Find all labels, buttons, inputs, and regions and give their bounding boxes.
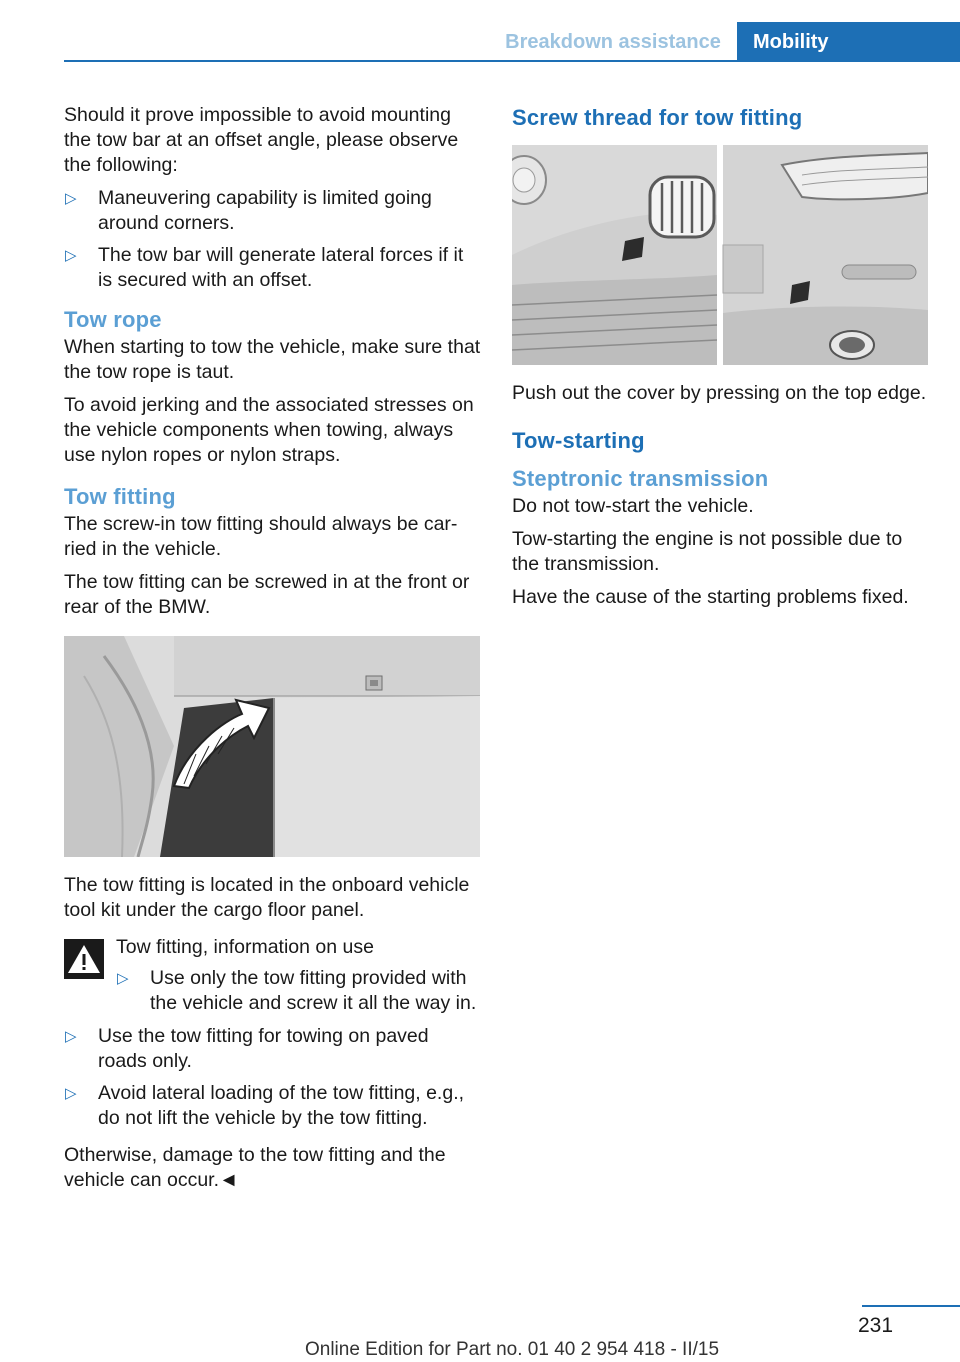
bumper-illustration (512, 145, 928, 365)
screw-thread-caption: Push out the cover by pressing on the top edge. (512, 382, 927, 404)
tow-fitting-paragraph: The screw-in tow fitting should always be carried in the vehicle. (64, 513, 458, 560)
offset-intro: Should it prove impossible to avoid mounting the tow bar at an offset angle, please observe the following: (64, 104, 459, 176)
list-item: ▷ The tow bar will generate lateral forces if it is secured with an offset. (65, 244, 464, 291)
warning-title: Tow fitting, information on use (116, 936, 374, 958)
triangle-right-icon: ▷ (65, 247, 77, 264)
tow-fitting-caption: The tow fitting is located in the onboard vehicle tool kit under the cargo floor panel. (64, 874, 470, 921)
list-item: ▷ Use only the tow fitting provided with the vehicle and screw it all the way in. (117, 967, 477, 1014)
list-item: ▷ Use the tow fitting for towing on paved roads only. (65, 1025, 429, 1072)
warning-bullet-list (116, 966, 482, 1016)
list-item: ▷ Avoid lateral loading of the tow fitting, e.g., do not lift the vehicle by the tow fitting. (65, 1082, 465, 1129)
screw-thread-heading: Screw thread for tow fitting (512, 105, 803, 130)
tow-fitting-paragraph: The tow fitting can be screwed in at the front or rear of the BMW. (64, 571, 470, 618)
right-column (512, 103, 930, 618)
offset-bullet-list (64, 186, 482, 293)
cargo-floor-illustration (64, 636, 480, 857)
tow-starting-paragraph: Tow-starting the engine is not possible due to the transmission. (512, 528, 903, 575)
usage-bullet-list (64, 1024, 482, 1131)
triangle-right-icon: ▷ (117, 970, 129, 987)
page-number: 231 (858, 1314, 894, 1337)
tow-rope-paragraph: To avoid jerking and the associated stresses on the vehicle components when towing, always use nylon ropes or nylon straps. (64, 394, 474, 466)
tow-starting-paragraph: Do not tow-start the vehicle. (512, 495, 754, 517)
left-column (64, 103, 482, 1201)
tow-starting-paragraph: Have the cause of the starting problems fixed. (512, 586, 909, 608)
edition-footer: Online Edition for Part no. 01 40 2 954 418 - II/15 (304, 1339, 720, 1360)
warning-block (64, 935, 482, 1016)
steptronic-heading: Steptronic transmission (512, 466, 769, 491)
closing-paragraph: Otherwise, damage to the tow fitting and the vehicle can occur.◄ (64, 1144, 446, 1191)
tow-starting-heading: Tow-starting (512, 428, 645, 453)
header-rule (64, 60, 960, 62)
tow-rope-paragraph: When starting to tow the vehicle, make sure that the tow rope is taut. (64, 336, 481, 383)
list-item: ▷ Maneuvering capability is limited going around corners. (65, 187, 432, 234)
header-section-breakdown[interactable]: Breakdown assistance (505, 31, 721, 53)
triangle-right-icon: ▷ (65, 1028, 77, 1045)
warning-triangle-icon (64, 939, 104, 979)
tow-rope-heading: Tow rope (64, 307, 162, 332)
triangle-right-icon: ▷ (65, 1085, 77, 1102)
header-chapter-mobility[interactable]: Mobility (737, 22, 960, 60)
footer-rule (862, 1305, 960, 1307)
triangle-right-icon: ▷ (65, 190, 77, 207)
tow-fitting-heading: Tow fitting (64, 484, 176, 509)
